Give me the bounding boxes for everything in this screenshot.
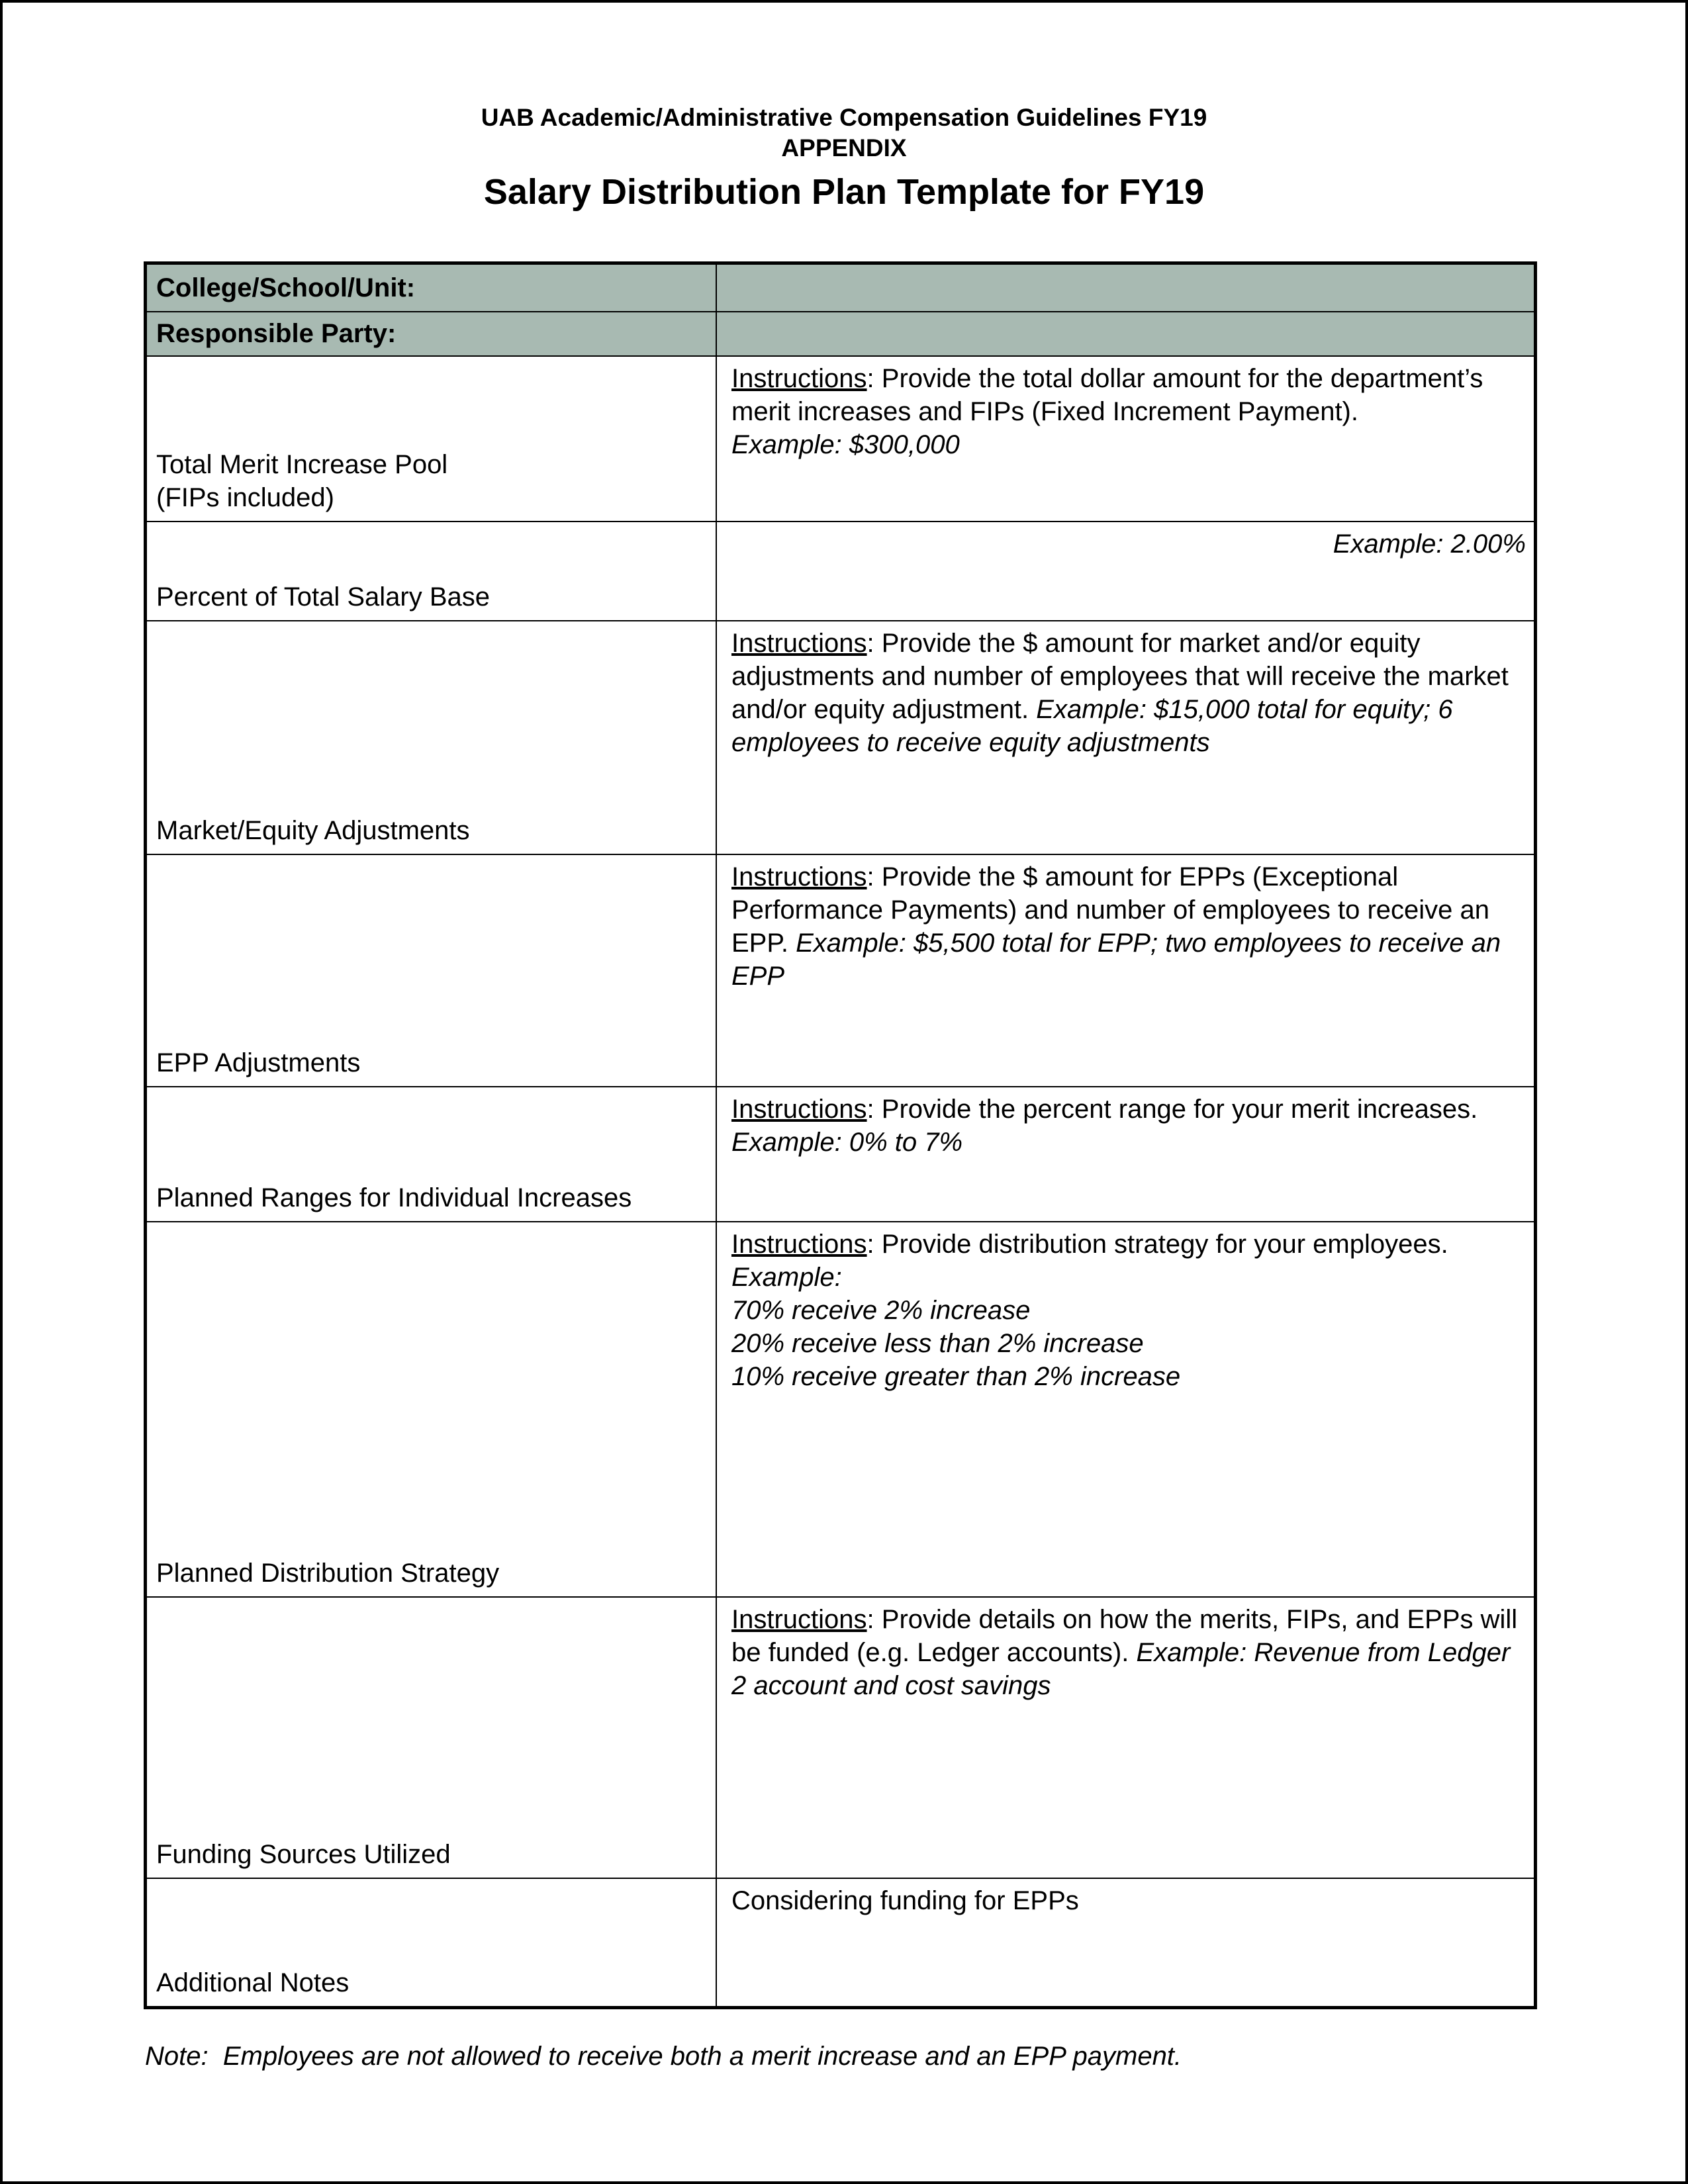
responsible-party-label: Responsible Party: bbox=[146, 312, 717, 356]
example-line: 70% receive 2% increase bbox=[731, 1295, 1031, 1325]
funding-sources-field[interactable] bbox=[716, 1597, 1536, 1878]
appendix-label: APPENDIX bbox=[781, 134, 907, 161]
instructions-label: Instructions bbox=[731, 628, 867, 658]
additional-notes-field[interactable]: Considering funding for EPPs bbox=[716, 1878, 1536, 2008]
planned-ranges-field[interactable] bbox=[716, 1087, 1536, 1222]
example-text: Example: Revenue from Ledger 2 account and cost savings bbox=[731, 1637, 1511, 1700]
epp-adjustments-field[interactable] bbox=[716, 854, 1536, 1087]
table-row-epp-adjustments bbox=[146, 854, 1536, 1087]
merit-pool-label-line2: (FIPs included) bbox=[156, 482, 334, 512]
table-row-responsible-party bbox=[146, 312, 1536, 356]
college-school-unit-field[interactable] bbox=[716, 263, 1536, 312]
instructions-text: : Provide details on how the merits, FIPs, and EPPs will be funded (e.g. Ledger accounts). bbox=[731, 1604, 1518, 1667]
market-equity-field[interactable] bbox=[716, 621, 1536, 854]
funding-sources-label: Funding Sources Utilized bbox=[146, 1597, 717, 1878]
college-school-unit-label: College/School/Unit: bbox=[146, 263, 717, 312]
table-row-funding-sources bbox=[146, 1597, 1536, 1878]
epp-adjustments-label: EPP Adjustments bbox=[146, 854, 717, 1087]
instructions-label: Instructions bbox=[731, 363, 867, 393]
percent-salary-base-field[interactable] bbox=[716, 522, 1536, 621]
example-text: Example: $5,500 total for EPP; two employees to receive an EPP bbox=[731, 928, 1501, 991]
example-text: Example: $15,000 total for equity; 6 employees to receive equity adjustments bbox=[731, 694, 1453, 757]
planned-ranges-label: Planned Ranges for Individual Increases bbox=[146, 1087, 717, 1222]
table-row-market-equity bbox=[146, 621, 1536, 854]
table-row-percent-salary-base bbox=[146, 522, 1536, 621]
table-row-merit-pool bbox=[146, 356, 1536, 522]
market-equity-label: Market/Equity Adjustments bbox=[146, 621, 717, 854]
instructions-text: : Provide the $ amount for market and/or equity adjustments and number of employees that will receive the market and/or equity adjustment. bbox=[731, 628, 1509, 724]
merit-pool-field[interactable] bbox=[716, 356, 1536, 522]
distribution-strategy-label: Planned Distribution Strategy bbox=[146, 1222, 717, 1597]
example-text: Example: $300,000 bbox=[731, 430, 960, 459]
percent-salary-base-label: Percent of Total Salary Base bbox=[146, 522, 717, 621]
table-row-planned-ranges bbox=[146, 1087, 1536, 1222]
example-heading: Example: bbox=[731, 1262, 842, 1292]
instructions-label: Instructions bbox=[731, 862, 867, 891]
instructions-text: : Provide distribution strategy for your employees. bbox=[867, 1229, 1448, 1259]
table-row-additional-notes bbox=[146, 1878, 1536, 2008]
instructions-label: Instructions bbox=[731, 1604, 867, 1634]
example-text: Example: 2.00% bbox=[1333, 529, 1526, 559]
instructions-label: Instructions bbox=[731, 1094, 867, 1124]
instructions-text: : Provide the total dollar amount for the department’s merit increases and FIPs (Fixed Increment Payment). bbox=[731, 363, 1483, 426]
salary-distribution-table bbox=[144, 261, 1537, 2009]
example-text: Example: 0% to 7% bbox=[731, 1127, 963, 1157]
responsible-party-field[interactable] bbox=[716, 312, 1536, 356]
table-row-distribution-strategy bbox=[146, 1222, 1536, 1597]
page-title: Salary Distribution Plan Template for FY19 bbox=[483, 172, 1205, 212]
additional-notes-label: Additional Notes bbox=[146, 1878, 717, 2008]
merit-pool-label-line1: Total Merit Increase Pool bbox=[156, 449, 448, 479]
instructions-text: : Provide the $ amount for EPPs (Exceptional Performance Payments) and number of employees to receive an EPP. bbox=[731, 862, 1490, 958]
example-line: 20% receive less than 2% increase bbox=[731, 1328, 1144, 1358]
example-line: 10% receive greater than 2% increase bbox=[731, 1361, 1181, 1391]
table-row-college bbox=[146, 263, 1536, 312]
instructions-label: Instructions bbox=[731, 1229, 867, 1259]
document-subtitle: UAB Academic/Administrative Compensation Guidelines FY19 bbox=[481, 104, 1207, 131]
distribution-strategy-field[interactable] bbox=[716, 1222, 1536, 1597]
merit-pool-label bbox=[146, 356, 717, 522]
instructions-text: : Provide the percent range for your merit increases. bbox=[867, 1094, 1478, 1124]
footer-note: Note: Employees are not allowed to receive both a merit increase and an EPP payment. bbox=[145, 2042, 1182, 2071]
